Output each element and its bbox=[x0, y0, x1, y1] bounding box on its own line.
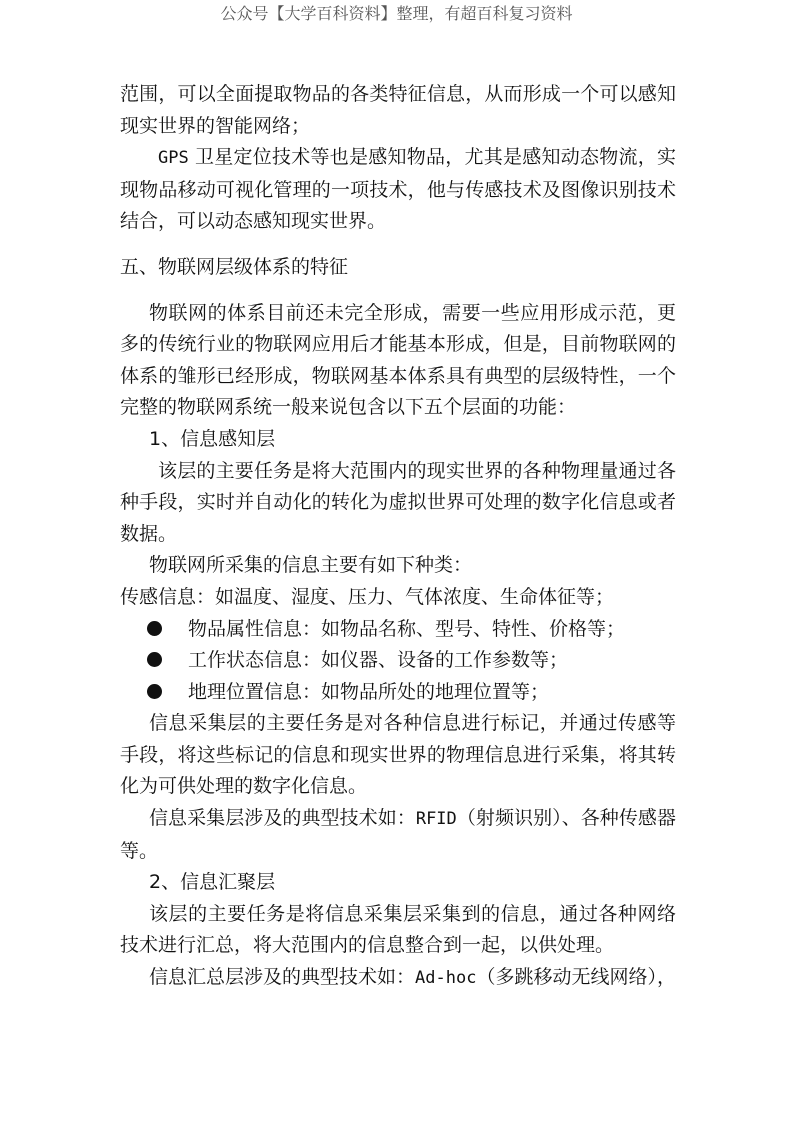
paragraph: 物联网所采集的信息主要有如下种类： bbox=[149, 554, 473, 577]
inline-term: RFID bbox=[415, 809, 457, 830]
document-body bbox=[120, 79, 676, 995]
bullet-icon bbox=[120, 645, 188, 677]
page-header: 公众号【大学百科资料】整理，有超百科复习资料 bbox=[220, 4, 573, 23]
bullet-text: 物品属性信息：如物品名称、型号、特性、价格等； bbox=[188, 617, 626, 640]
paragraph: 范围，可以全面提取物品的各类特征信息，从而形成一个可以感知现实世界的智能网络； bbox=[120, 83, 676, 137]
bullet-text: 地理位置信息：如物品所处的地理位置等； bbox=[188, 680, 550, 703]
subsection-heading: 2、信息汇聚层 bbox=[149, 871, 276, 894]
paragraph bbox=[120, 803, 676, 867]
paragraph-text: 信息采集层涉及的典型技术如： bbox=[149, 807, 416, 830]
bullet-text: 工作状态信息：如仪器、设备的工作参数等； bbox=[188, 649, 569, 672]
paragraph: 物联网的体系目前还未完全形成，需要一些应用形成示范，更多的传统行业的物联网应用后才能基本形成，但是，目前物联网的体系的雏形已经形成，物联网基本体系具有典型的层级特性，一个完整的物联网系统一般来说包含以下五个层面的功能： bbox=[120, 301, 676, 419]
bullet-text: 传感信息：如温度、湿度、压力、气体浓度、生命体征等； bbox=[120, 585, 615, 608]
paragraph: 该层的主要任务是将信息采集层采集到的信息，通过各种网络技术进行汇总，将大范围内的信息整合到一起，以供处理。 bbox=[120, 902, 676, 957]
paragraph-text: （多跳移动无线网络）， bbox=[476, 966, 676, 989]
bullet-item bbox=[120, 582, 676, 614]
bullet-item bbox=[120, 614, 676, 646]
section-heading: 五、物联网层级体系的特征 bbox=[120, 255, 349, 278]
bullet-icon bbox=[120, 614, 188, 646]
paragraph: 信息采集层的主要任务是对各种信息进行标记，并通过传感等手段，将这些标记的信息和现实世界的物理信息进行采集，将其转化为可供处理的数字化信息。 bbox=[120, 712, 676, 798]
paragraph bbox=[120, 142, 676, 238]
bullet-item bbox=[120, 677, 676, 709]
inline-term: GPS bbox=[158, 148, 189, 169]
paragraph bbox=[120, 962, 676, 995]
bullet-icon bbox=[120, 677, 188, 709]
inline-term: Ad-hoc bbox=[415, 968, 477, 989]
paragraph-text: 信息汇总层涉及的典型技术如： bbox=[149, 966, 416, 989]
paragraph-text: 卫星定位技术等也是感知物品，尤其是感知动态物流，实现物品移动可视化管理的一项技术，他与传感技术及图像识别技术结合，可以动态感知现实世界。 bbox=[120, 146, 676, 233]
subsection-heading: 1、信息感知层 bbox=[149, 427, 276, 450]
paragraph: 该层的主要任务是将大范围内的现实世界的各种物理量通过各种手段，实时并自动化的转化为虚拟世界可处理的数字化信息或者数据。 bbox=[120, 459, 676, 545]
bullet-item bbox=[120, 645, 676, 677]
paragraph-text: （射频识别）、各种传感器等。 bbox=[120, 807, 676, 862]
